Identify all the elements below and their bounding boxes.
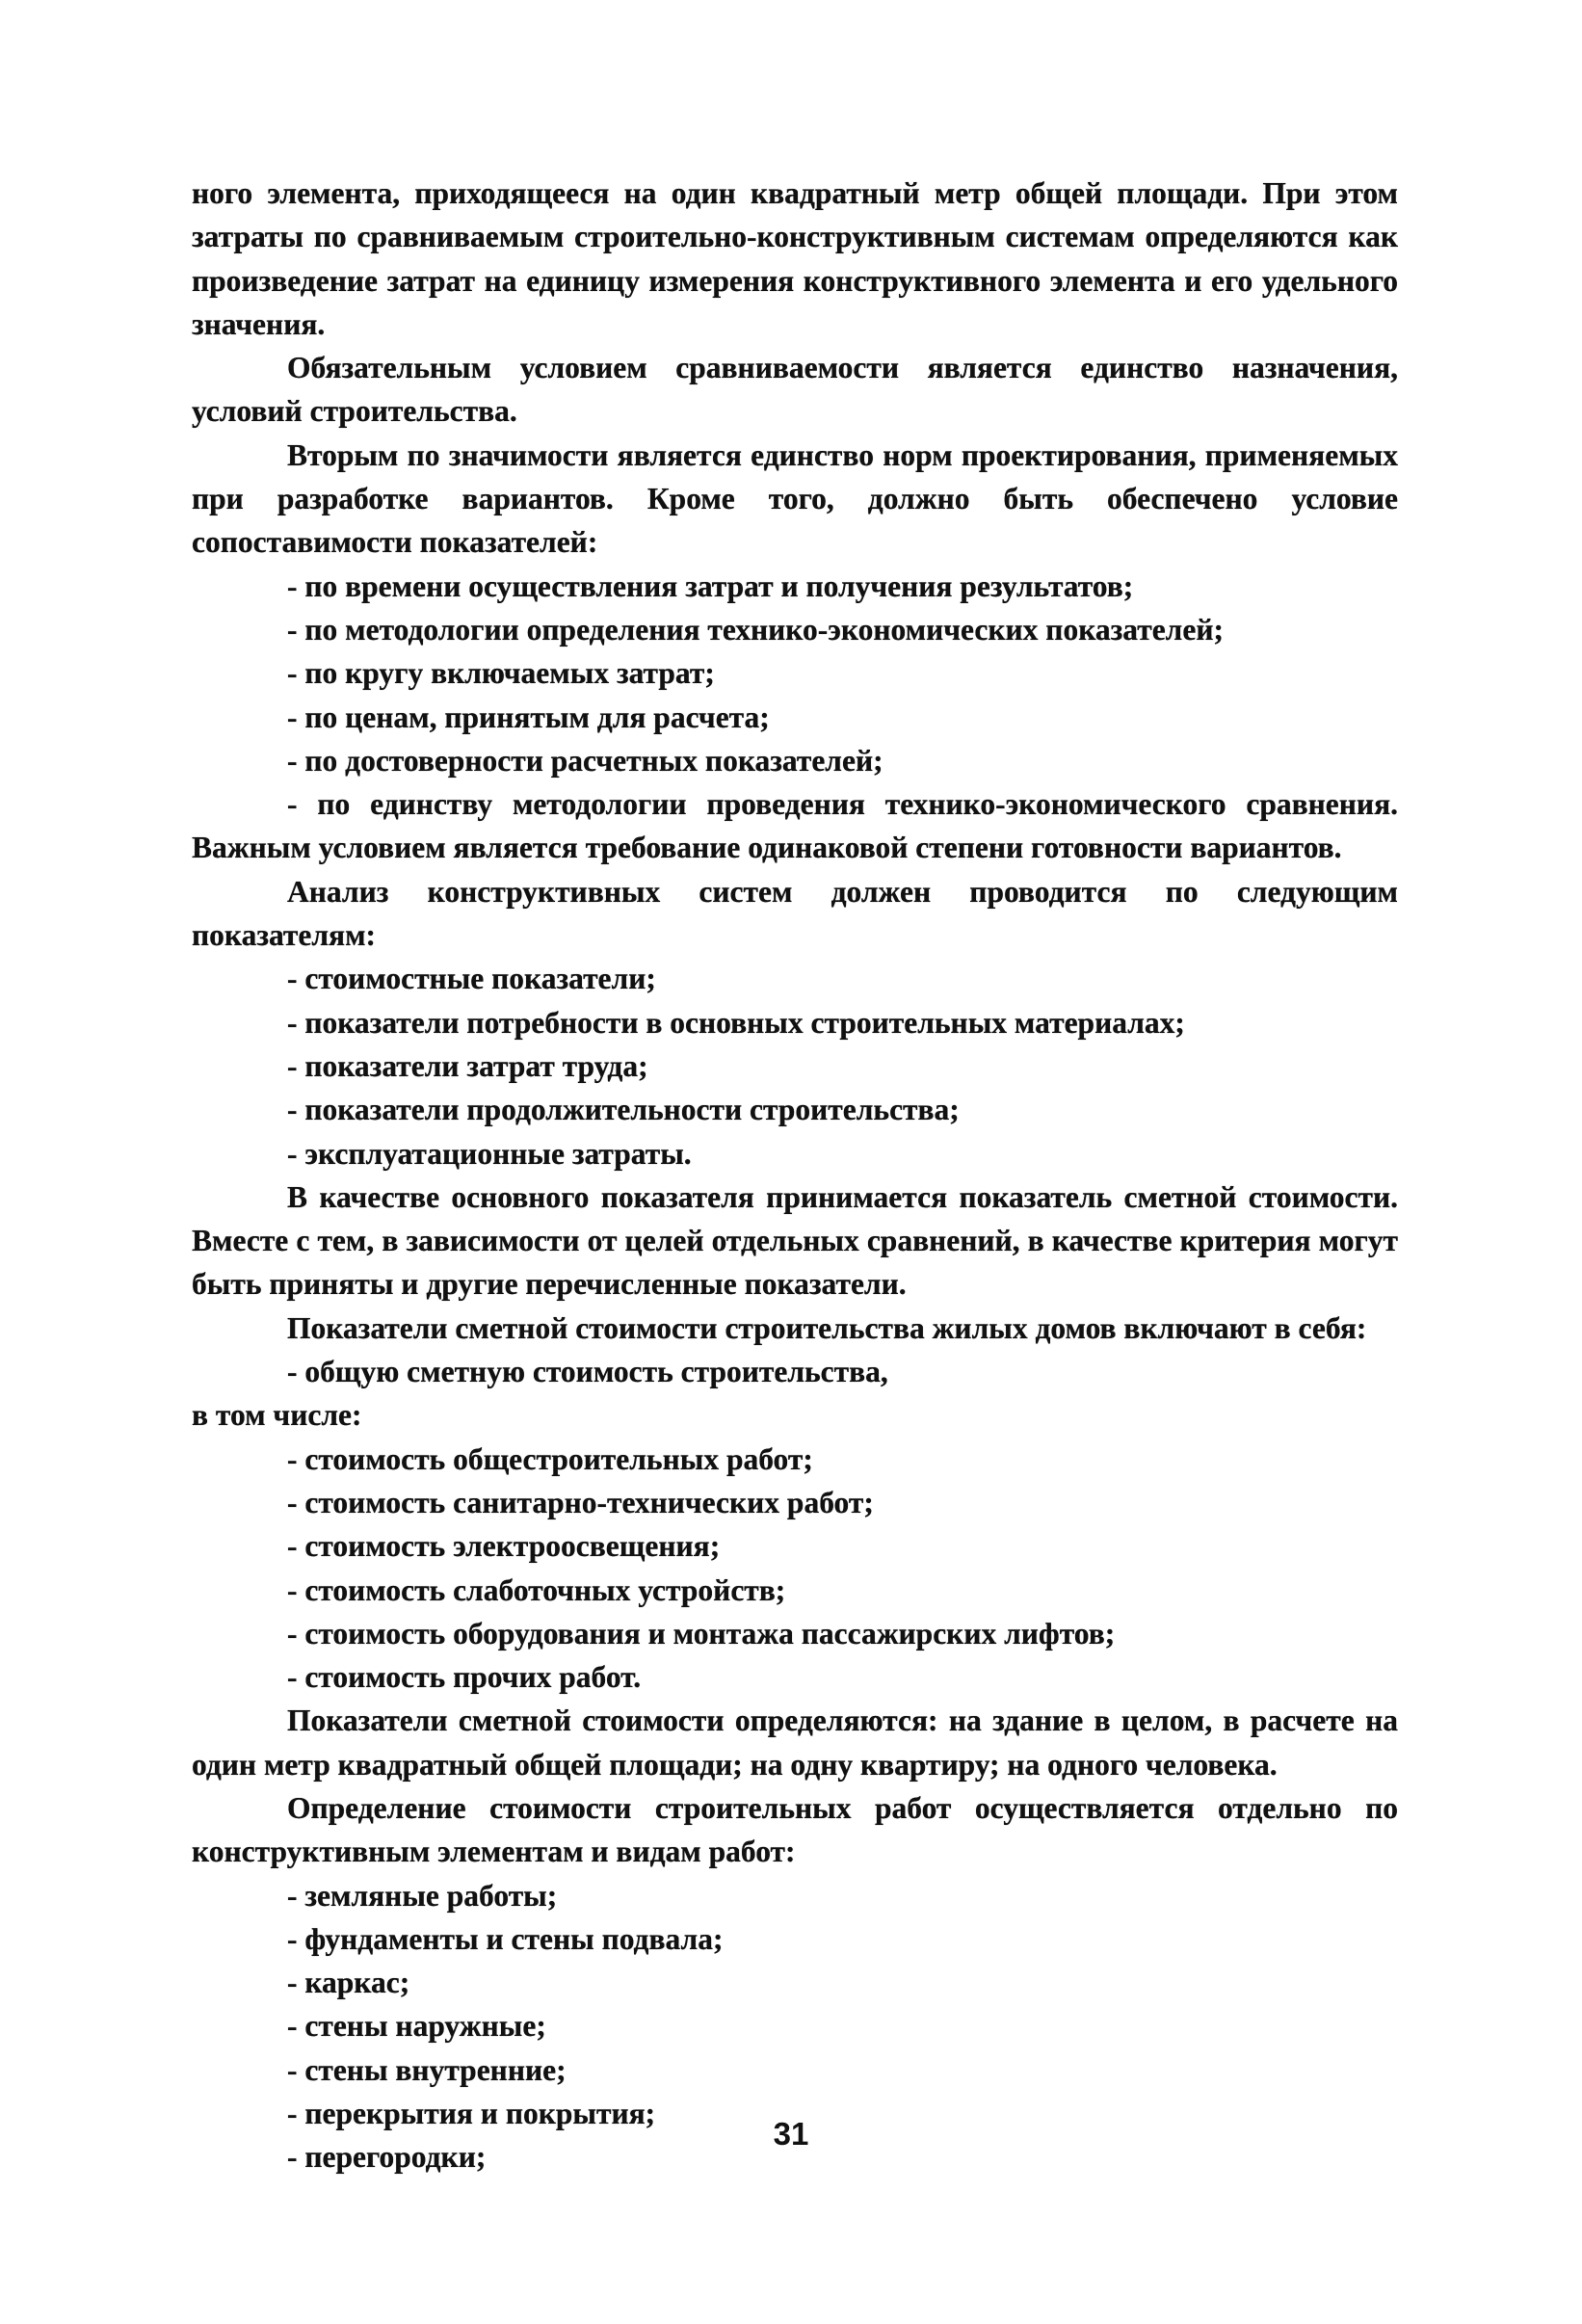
- list-item: - земляные работы;: [287, 1878, 558, 1913]
- list-item: - перекрытия и покрытия;: [287, 2097, 656, 2131]
- paragraph-analysis-intro: Анализ конструктивных систем должен проводится по следующим показателям:: [192, 874, 1398, 953]
- list-item: - перегородки;: [287, 2140, 487, 2175]
- list-item: - стоимость общестроительных работ;: [287, 1441, 813, 1476]
- paragraph-works-intro: Определение стоимости строительных работ осуществляется отдельно по конструктивным элементам и видам работ:: [192, 1790, 1398, 1869]
- list-item: - стены внутренние;: [287, 2052, 567, 2087]
- list-item: - каркас;: [287, 1966, 410, 2000]
- list-item: - по достоверности расчетных показателей;: [287, 743, 883, 778]
- paragraph-cost-defined: Показатели сметной стоимости определяются: на здание в целом, в расчете на один метр квадратный общей площади; на одну квартиру; на одного человека.: [192, 1703, 1398, 1782]
- list-item: - стоимостные показатели;: [287, 962, 656, 996]
- paragraph-design-norms: Вторым по значимости является единство норм проектирования, применяемых при разработке вариантов. Кроме того, должно быть обеспечено условие сопоставимости показателей:: [192, 437, 1398, 560]
- list-item: - по времени осуществления затрат и получения результатов;: [287, 568, 1134, 603]
- page-number: 31: [773, 2116, 809, 2152]
- paragraph-element-cost: ного элемента, приходящееся на один квадратный метр общей площади. При этом затраты по сравниваемым строительно-конструктивным системам определяются как произведение затрат на единицу измерения конструктивного элемента и его удельного значения.: [192, 176, 1398, 341]
- list-item: - по кругу включаемых затрат;: [287, 656, 715, 691]
- list-item: - по единству методологии проведения технико-экономического сравнения. Важным условием является требование одинаковой степени готовности вариантов.: [192, 787, 1398, 865]
- list-item: - стены наружные;: [287, 2009, 546, 2044]
- paragraph-cost-intro: Показатели сметной стоимости строительства жилых домов включают в себя:: [287, 1310, 1367, 1345]
- list-item: - стоимость оборудования и монтажа пассажирских лифтов;: [287, 1616, 1116, 1651]
- list-item: - показатели затрат труда;: [287, 1048, 648, 1083]
- paragraph-comparability-condition: Обязательным условием сравниваемости является единство назначения, условий строительства.: [192, 351, 1398, 429]
- list-item: - по ценам, принятым для расчета;: [287, 700, 770, 734]
- list-item: - показатели продолжительности строительства;: [287, 1093, 960, 1127]
- list-item: - стоимость слаботочных устройств;: [287, 1572, 786, 1607]
- list-item: - общую сметную стоимость строительства,: [287, 1355, 888, 1389]
- list-item: - стоимость прочих работ.: [287, 1660, 642, 1695]
- list-item: - эксплуатационные затраты.: [287, 1136, 692, 1171]
- list-item: - стоимость электроосвещения;: [287, 1529, 721, 1564]
- paragraph-main-indicator: В качестве основного показателя принимается показатель сметной стоимости. Вместе с тем, в зависимости от целей отдельных сравнений, в качестве критерия могут быть приняты и другие перечисленные показатели.: [192, 1179, 1398, 1302]
- list-item: - показатели потребности в основных строительных материалах;: [287, 1005, 1185, 1040]
- including-label: в том числе:: [192, 1398, 362, 1433]
- document-body: [192, 172, 1398, 2179]
- list-item: - фундаменты и стены подвала;: [287, 1921, 724, 1956]
- list-item: - стоимость санитарно-технических работ;: [287, 1485, 874, 1519]
- list-item: - по методологии определения технико-экономических показателей;: [287, 612, 1224, 647]
